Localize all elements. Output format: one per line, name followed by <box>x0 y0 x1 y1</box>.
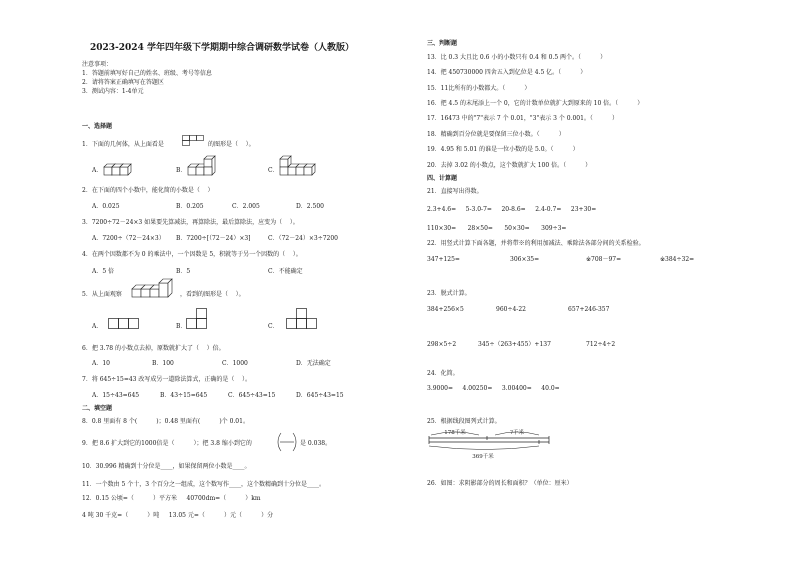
section-fill-heading: 二、填空题 <box>82 405 113 412</box>
note-item: 3．测试内容：1-4单元 <box>82 88 144 95</box>
q23-item: 384+256×5 <box>427 306 464 313</box>
question-5: 5．从上面观察 <box>82 291 122 298</box>
option-c: C．（72－24）×3÷7200 <box>268 235 339 242</box>
option-a: A．7200÷（72－24×3） <box>92 235 165 242</box>
question-5-tail: ，看到的图形是（ ）。 <box>180 291 245 298</box>
question-16: 16．把 4.5 的末尾添上一个 0，它的计数单位就扩大到原来的 10 倍。（ ） <box>427 100 644 107</box>
option-b: B．43÷15=645 <box>160 392 208 399</box>
question-12: 12．0.15 公顷=（ ）平方米 40700dm=（ ）km <box>82 495 261 502</box>
option-a: A． <box>92 323 103 330</box>
q23-item: 960÷4-22 <box>496 306 526 313</box>
question-20: 20．去掉 3.02 的小数点，这个数就扩大 100 倍。（ ） <box>427 162 592 169</box>
option-a: A．0.025 <box>92 203 120 210</box>
question-23: 23．脱式计算。 <box>427 290 471 297</box>
question-9: 9．把 8.6 扩大到它的1000倍是（ ）；把 3.8 缩小到它的 <box>82 440 252 447</box>
question-7: 7．将 645÷15=43 改写成另一道除法算式，正确的是（ ）。 <box>82 376 252 383</box>
question-10: 10．30.996 精确到十分位是____，如果保留两位小数是____。 <box>82 463 251 470</box>
question-15: 15．11比所有的小数都大。（ ） <box>427 85 531 92</box>
q23-item: 345÷（263+455）+137 <box>478 341 551 348</box>
option-c: C．2.005 <box>232 203 260 210</box>
question-6: 6．把 3.78 的小数点去掉，原数就扩大了（ ）倍。 <box>82 345 225 352</box>
notes-heading: 注意事项： <box>82 61 113 68</box>
question-21: 21．直接写出得数。 <box>427 188 483 195</box>
q22-item: ※708－97= <box>586 256 622 263</box>
segment-total-label: 369千米 <box>472 454 494 460</box>
question-4: 4．在两个因数都不为 0 的乘法中，一个因数是 5，积就等于另一个因数的（ ）。 <box>82 251 302 258</box>
q1-top-view-figure <box>182 135 206 147</box>
q1-option-a-cubes-figure <box>102 159 134 179</box>
option-c: C．不能确定 <box>268 268 303 275</box>
q5-solid-figure <box>130 281 178 301</box>
option-b: B． <box>176 167 187 174</box>
q23-item: 657+246-357 <box>568 306 610 313</box>
question-24: 24．化简。 <box>427 370 459 377</box>
question-9-tail: 是 0.038。 <box>300 440 332 447</box>
note-item: 2．请将答案正确填写在答题区 <box>82 79 164 86</box>
option-a: A． <box>92 167 103 174</box>
page-title: 2023-2024 学年四年级下学期期中综合调研数学试卷（人教版） <box>90 43 354 53</box>
question-13: 13．比 0.3 大且比 0.6 小的小数只有 0.4 和 0.5 两个。（ ） <box>427 54 607 61</box>
question-18: 18．精确到百分位就是要保留三位小数。（ ） <box>427 131 565 138</box>
option-b: B．100 <box>152 360 174 367</box>
question-8: 8．0.8 里面有 8 个( )；0.48 里面有( )个 0.01。 <box>82 418 249 425</box>
option-c: C．645÷43=15 <box>228 392 276 399</box>
question-22: 22．用竖式计算下面各题，并将带※的利用加减法、乘除法各部分间的关系检验。 <box>427 240 645 247</box>
option-c: C． <box>268 323 279 330</box>
option-d: D．645÷43=15 <box>296 392 344 399</box>
q1-option-c-cubes-figure <box>278 155 318 179</box>
option-d: D．2.500 <box>296 203 324 210</box>
q22-item: 306×35= <box>510 256 540 263</box>
option-c: C． <box>268 167 279 174</box>
question-2: 2．在下面的四个小数中，能化简的小数是（ ） <box>82 187 214 194</box>
q5-option-a-figure <box>108 318 140 330</box>
question-19: 19．4.95 和 5.01 的谁是一位小数的是 5.0。（ ） <box>427 146 579 153</box>
segment-right-label: ?千米 <box>510 430 524 436</box>
q25-segment-diagram <box>425 428 555 460</box>
option-b: B．5 <box>176 268 191 275</box>
option-a: A．15÷43=645 <box>92 392 140 399</box>
question-11: 11．一个数由 5 个十，3 个百分之一组成，这个数写作____，这个数精确到十分位是____。 <box>82 481 325 488</box>
question-24-row: 3.9000= 4.00250= 3.00400= 40.0= <box>427 385 560 392</box>
option-b: B． <box>176 323 187 330</box>
q5-option-b-figure <box>186 308 208 330</box>
question-21-row-1: 2.3+4.6= 5-3.0-7= 20-8.6= 2.4-0.7= 23+30= <box>427 206 597 213</box>
question-21-row-2: 110×30= 28×50= 50×30= 309÷3= <box>427 225 567 232</box>
q9-blank-fraction <box>278 432 298 456</box>
question-3: 3．7200÷72－24×3 如果要先算减法，再算除法，最后算除法，应变为（ ）。 <box>82 219 299 226</box>
question-26: 26．如图：求阴影部分的周长和面积？（单位：厘米） <box>427 480 573 487</box>
segment-left-label: 178千米 <box>444 430 466 436</box>
q22-item: 347+125= <box>427 256 460 263</box>
option-b: B．7200÷[（72－24）×3] <box>176 235 251 242</box>
note-item: 1．答题前填写好自己的姓名、班级、考号等信息 <box>82 70 212 77</box>
section-judge-heading: 三、判断题 <box>427 40 458 47</box>
question-25: 25．根据线段图列式计算。 <box>427 418 501 425</box>
question-14: 14．把 450730000 四舍五入到亿位是 4.5 亿。（ ） <box>427 69 587 76</box>
option-c: C．1000 <box>222 360 248 367</box>
q23-item: 712÷4÷2 <box>586 341 616 348</box>
q23-item: 298×5÷2 <box>427 341 457 348</box>
option-d: D．无法确定 <box>296 360 331 367</box>
option-a: A．10 <box>92 360 110 367</box>
option-b: B．0.205 <box>176 203 204 210</box>
section-calc-heading: 四、计算题 <box>427 175 458 182</box>
question-12-line-2: 4 吨 30 千克=（ ）吨 13.05 元=（ ）元（ ）分 <box>82 512 274 519</box>
q22-item: ※384÷32= <box>660 256 695 263</box>
question-1: 1．下面的几何体，从上面看是 <box>82 141 164 148</box>
section-choice-heading: 一、选择题 <box>82 123 113 130</box>
option-a: A．5 倍 <box>92 268 115 275</box>
q1-option-b-cubes-figure <box>186 155 222 179</box>
q5-option-c-figure <box>286 308 318 330</box>
question-17: 17．16473 中的"7"表示 7 个 0.01，"3"表示 3 个 0.001。（ ） <box>427 115 618 122</box>
question-1-tail: 的图形是（ ）。 <box>208 141 255 148</box>
